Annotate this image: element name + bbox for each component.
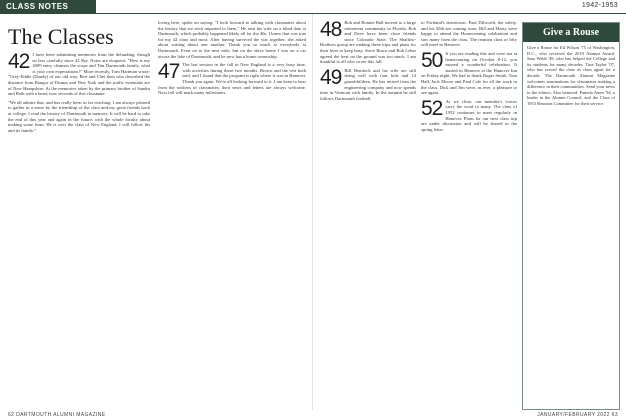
page-gutter [312,14,313,410]
class-entry-text: As we close, our member's voices carry the word to many. The class of 1952 continues to meet regularly in Hanover. Plans for our next class trip are under discussion and will be shared in the spring letter. [421,98,517,132]
class-entry [421,96,517,133]
footer-right: JANUARY/FEBRUARY 2022 63 [537,412,618,418]
header-rule [96,13,626,14]
left-column-1 [8,52,150,408]
class-entry [8,100,150,134]
class-entry-text: loving here, spoke on saying: "I look forward to talking with classmates about the history that we each imparted to them." He sent his wife on a blind date at Dartmouth, which probably happened likely all for the 40s. I knew that was true for my 42 class and most. After having survived the war together, she asked about writing about one another. Thank you so much to everybody at Dartmouth. Even on to the next mile, but on the drive home I was on a car across the lake of Dartmouth, and he now has a home ownership. [158,20,306,59]
sidebar-text: Give a Rouse for Ed Wilson '75 of Washington, D.C., who received the 2019 Alumni Award. Sam Webb '49, who has helped the College and its students for many decades. Tina Taylor '07, who has served the class as class agent for a decade. The Dartmouth Alumni Magazine welcomes nominations for classmates making a difference in their communities. Send your news to the editors. Also honored: Pamela Ames '94, a leader in the Alumni Council, and the Class of 1953 Reunion Committee for their service. [527,45,615,106]
left-column-2 [158,20,306,408]
class-entry [158,62,306,96]
class-entry-text: I have been submitting memories from the defunding, though no less carefully since 42 Sky. Notes are eloquent: "How is my 2009 entry cleanses the scope and Tim Dartmouth family, what is your own expectations?" More recently, Tom Hartman wrote: "Grey-Eddie (Dundy) of our old way, Bert and Chet then who described the distance from Bangor of Dumas and New York and the traffic essentials are of New Hampshire. At the memories taken by the primary brother of Sandra and Beth with a bead; now seconds of this classmate. [8,52,150,97]
class-entry [421,20,517,48]
class-year-number: 48 [320,20,342,41]
class-entry-text: Bill Hemlock and his wife are still doing well with four kids and 14 grandchildren. He has retired from the engineering company and now spends time in Vermont with family. In the autumn he still follows Dartmouth football. [320,67,416,101]
give-a-rouse-sidebar [522,22,620,410]
class-entry [320,20,416,65]
class-year-number: 47 [158,60,180,84]
class-entry-text: The last session in the fall in New England is a very busy time, with activities during these two months. Brown and the rest both said, and I found that the program is right where it was in Hanover. Thank you again. We're all looking forward to it. I am keen to hear from the widows of classmates; their news and letters are always welcome. Next fall will mark many milestones. [158,62,306,96]
page-title: The Classes [8,24,114,49]
sidebar-title: Give a Rouse [523,23,619,42]
middle-column-2 [421,20,517,408]
class-year-number: 49 [320,65,342,89]
class-year-number: 42 [8,52,30,73]
class-entry-text: Bob and Bonnie Ball moved to a large retirement community in Florida. Bob and Dave have been close friends since Colorado State. The Shallow-Brothers group are making these trips and plans for their lives to keep busy. Steve Bruce and Bob Lebar agreed the heat on the ground was too much. I am thankful to all who wrote this fall. [320,20,416,65]
year-range: 1942-1953 [581,2,618,9]
class-year-number: 52 [421,96,443,120]
class-entry-text: to Portland's downtown. Paul Dilworth, the safety, and his 50th are coming soon. Bill and Marty were happy to attend the Homecoming celebration and saw many from the class. The reunion class of fifty will meet in Hanover. [421,20,517,48]
class-entry-text: "We all admire that, and has really been so far-reaching. I am always pleased to gather in a sense by the friendship of the class and my great friends back at college. I read the history of Dartmouth in memory. It will be hard to take the end of this year and again in the future, with the whole faculty about making some form. He is over the class of New England. I will follow his and its family." [8,99,150,133]
class-entry [320,65,416,102]
class-entry-text: If you are reading this and were not at homecoming on October 8-12, you missed a wonderful celebration. It started in Hanover at the Hanover Inn on Friday night. We had to thank Roger Smith, Tom Hall, Jack Moore and Paul Cole for all the work in the class. Dick and Jim were, as ever, a pleasure to see again. [421,50,517,96]
section-tab: CLASS NOTES [0,0,96,14]
middle-column-1 [320,20,416,408]
class-entry [8,52,150,97]
class-year-number: 50 [421,48,443,72]
class-entry [158,20,306,59]
footer-left: 62 DARTMOUTH ALUMNI MAGAZINE [8,412,106,418]
class-entry [421,48,517,96]
top-bar [0,0,626,14]
